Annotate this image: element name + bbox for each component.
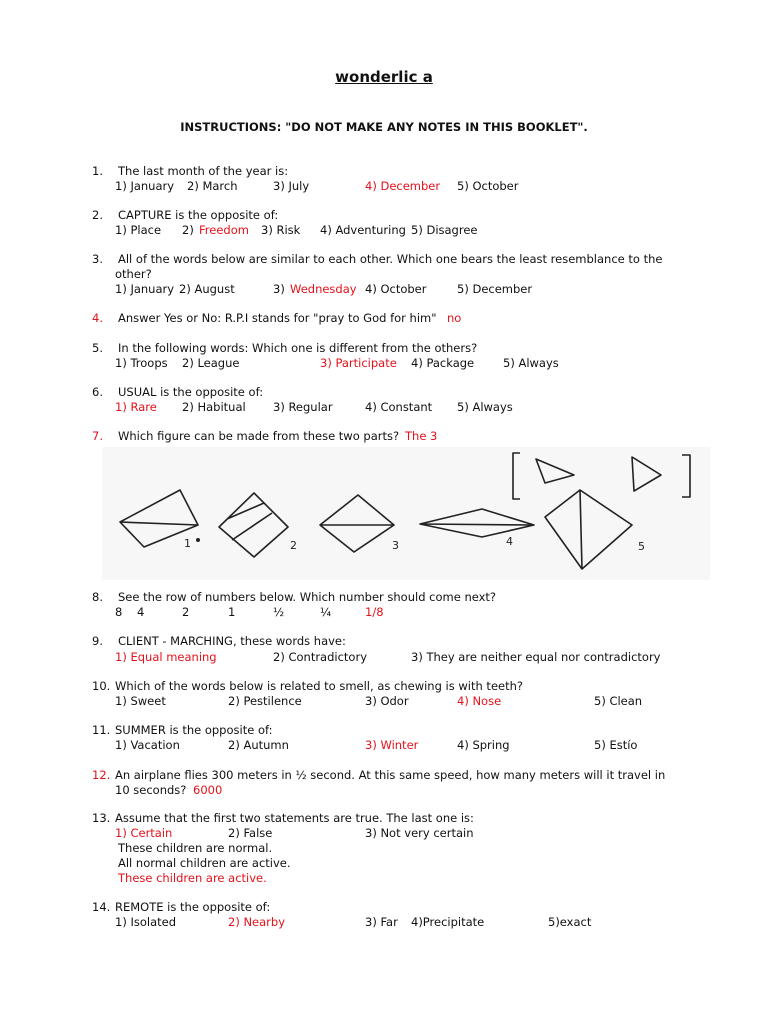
- option: 1) Troops: [115, 356, 168, 370]
- q-number: 6.: [92, 385, 103, 399]
- shape-5: [545, 490, 632, 569]
- option: 5) Always: [503, 356, 559, 370]
- option: 2) League: [182, 356, 240, 370]
- q-number: 14.: [92, 900, 111, 914]
- answer-option: 1) Equal meaning: [115, 650, 217, 664]
- q-text-cont: other?: [115, 267, 152, 281]
- option: 2) Habitual: [182, 400, 246, 414]
- number-item: 2: [182, 605, 190, 619]
- answer: The 3: [405, 429, 438, 443]
- option: 1) Place: [115, 223, 162, 237]
- part-1: [536, 459, 574, 483]
- statement: All normal children are active.: [118, 856, 291, 870]
- statement: These children are normal.: [118, 841, 273, 855]
- answer: 1/8: [365, 605, 384, 619]
- answer: no: [447, 311, 462, 325]
- instructions: INSTRUCTIONS: "DO NOT MAKE ANY NOTES IN THIS BOOKLET".: [180, 120, 588, 134]
- q-text: See the row of numbers below. Which number should come next?: [118, 590, 497, 604]
- q-number: 3.: [92, 252, 103, 266]
- option: 4) Adventuring: [320, 223, 406, 237]
- option: 2): [182, 223, 194, 237]
- answer-option: Freedom: [199, 223, 249, 237]
- q-text: CLIENT - MARCHING, these words have:: [118, 634, 346, 648]
- option: 3): [273, 282, 285, 296]
- answer-option: 4) Nose: [457, 694, 502, 708]
- option: 2) Autumn: [228, 738, 289, 752]
- bracket-right: [682, 455, 690, 497]
- option: 3) Risk: [261, 223, 301, 237]
- option: 3) Odor: [365, 694, 409, 708]
- number-item: 1: [228, 605, 236, 619]
- option: 5) Estío: [594, 738, 638, 752]
- q-text-cont: 10 seconds?: [115, 783, 187, 797]
- option: 4)Precipitate: [411, 915, 485, 929]
- figure-label: 3: [392, 539, 399, 552]
- option: 4) Spring: [457, 738, 510, 752]
- q-number: 9.: [92, 634, 103, 648]
- figure-label: 1: [184, 537, 191, 550]
- option: 2) Contradictory: [273, 650, 367, 664]
- option: 3) July: [273, 179, 310, 193]
- answer-option: 2) Nearby: [228, 915, 286, 929]
- option: 1) Sweet: [115, 694, 166, 708]
- option: 3) They are neither equal nor contradictory: [411, 650, 661, 664]
- q-number: 1.: [92, 164, 103, 178]
- q-number: 4.: [92, 311, 103, 325]
- q-number: 12.: [92, 768, 111, 782]
- answer-option: 1) Certain: [115, 826, 173, 840]
- option: 2) March: [187, 179, 238, 193]
- answer-option: 3) Participate: [320, 356, 397, 370]
- shape-4: [420, 509, 534, 537]
- q-number: 10.: [92, 679, 111, 693]
- option: 4) Package: [411, 356, 475, 370]
- bracket-left: [513, 453, 520, 499]
- option: 5)exact: [548, 915, 592, 929]
- answer-option: 4) December: [365, 179, 441, 193]
- q-text: Which of the words below is related to smell, as chewing is with teeth?: [115, 679, 523, 693]
- q-text: USUAL is the opposite of:: [118, 385, 264, 399]
- option: 3) Regular: [273, 400, 333, 414]
- q-text: In the following words: Which one is different from the others?: [118, 341, 478, 355]
- option: 2) Pestilence: [228, 694, 302, 708]
- q-number: 8.: [92, 590, 103, 604]
- answer: 6000: [193, 783, 223, 797]
- q-number: 13.: [92, 811, 111, 825]
- option: 5) December: [457, 282, 533, 296]
- q-number: 11.: [92, 723, 111, 737]
- q-text: All of the words below are similar to each other. Which one bears the least resemblance to the: [118, 252, 663, 266]
- option: 2) August: [179, 282, 235, 296]
- option: 1) Vacation: [115, 738, 180, 752]
- statement-conclusion: These children are active.: [118, 871, 267, 885]
- q-text: The last month of the year is:: [118, 164, 289, 178]
- q-text: CAPTURE is the opposite of:: [118, 208, 279, 222]
- number-item: 8: [115, 605, 123, 619]
- option: 5) Always: [457, 400, 513, 414]
- q-number: 7.: [92, 429, 103, 443]
- option: 5) Clean: [594, 694, 643, 708]
- option: 5) October: [457, 179, 519, 193]
- figure-label: 2: [290, 539, 297, 552]
- q-text: Assume that the first two statements are true. The last one is:: [115, 811, 474, 825]
- option: 1) January: [115, 179, 175, 193]
- option: 1) January: [115, 282, 175, 296]
- page-title: wonderlic a: [335, 68, 433, 86]
- answer-option: Wednesday: [290, 282, 357, 296]
- option: 1) Isolated: [115, 915, 177, 929]
- q-number: 2.: [92, 208, 103, 222]
- number-item: ½: [273, 605, 285, 619]
- figure-dot: [196, 538, 200, 542]
- q-number: 5.: [92, 341, 103, 355]
- part-2: [632, 457, 661, 491]
- q-text: An airplane flies 300 meters in ½ second. At this same speed, how many meters will it travel in: [115, 768, 666, 782]
- q-text: SUMMER is the opposite of:: [115, 723, 273, 737]
- q-text: Answer Yes or No: R.P.I stands for "pray to God for him": [118, 311, 437, 325]
- option: 4) October: [365, 282, 427, 296]
- option: 3) Far: [365, 915, 398, 929]
- option: 3) Not very certain: [365, 826, 474, 840]
- figure-label: 4: [506, 535, 513, 548]
- option: 4) Constant: [365, 400, 433, 414]
- shape-2: [219, 493, 288, 557]
- shapes-drawing: [102, 447, 710, 580]
- number-item: ¼: [320, 605, 332, 619]
- option: 5) Disagree: [411, 223, 478, 237]
- answer-option: 3) Winter: [365, 738, 419, 752]
- number-item: 4: [137, 605, 145, 619]
- q-text: Which figure can be made from these two parts?: [118, 429, 400, 443]
- figure-label: 5: [638, 540, 645, 553]
- q-text: REMOTE is the opposite of:: [115, 900, 271, 914]
- option: 2) False: [228, 826, 273, 840]
- figure-shapes: [102, 447, 710, 580]
- answer-option: 1) Rare: [115, 400, 157, 414]
- shape-3: [320, 495, 394, 552]
